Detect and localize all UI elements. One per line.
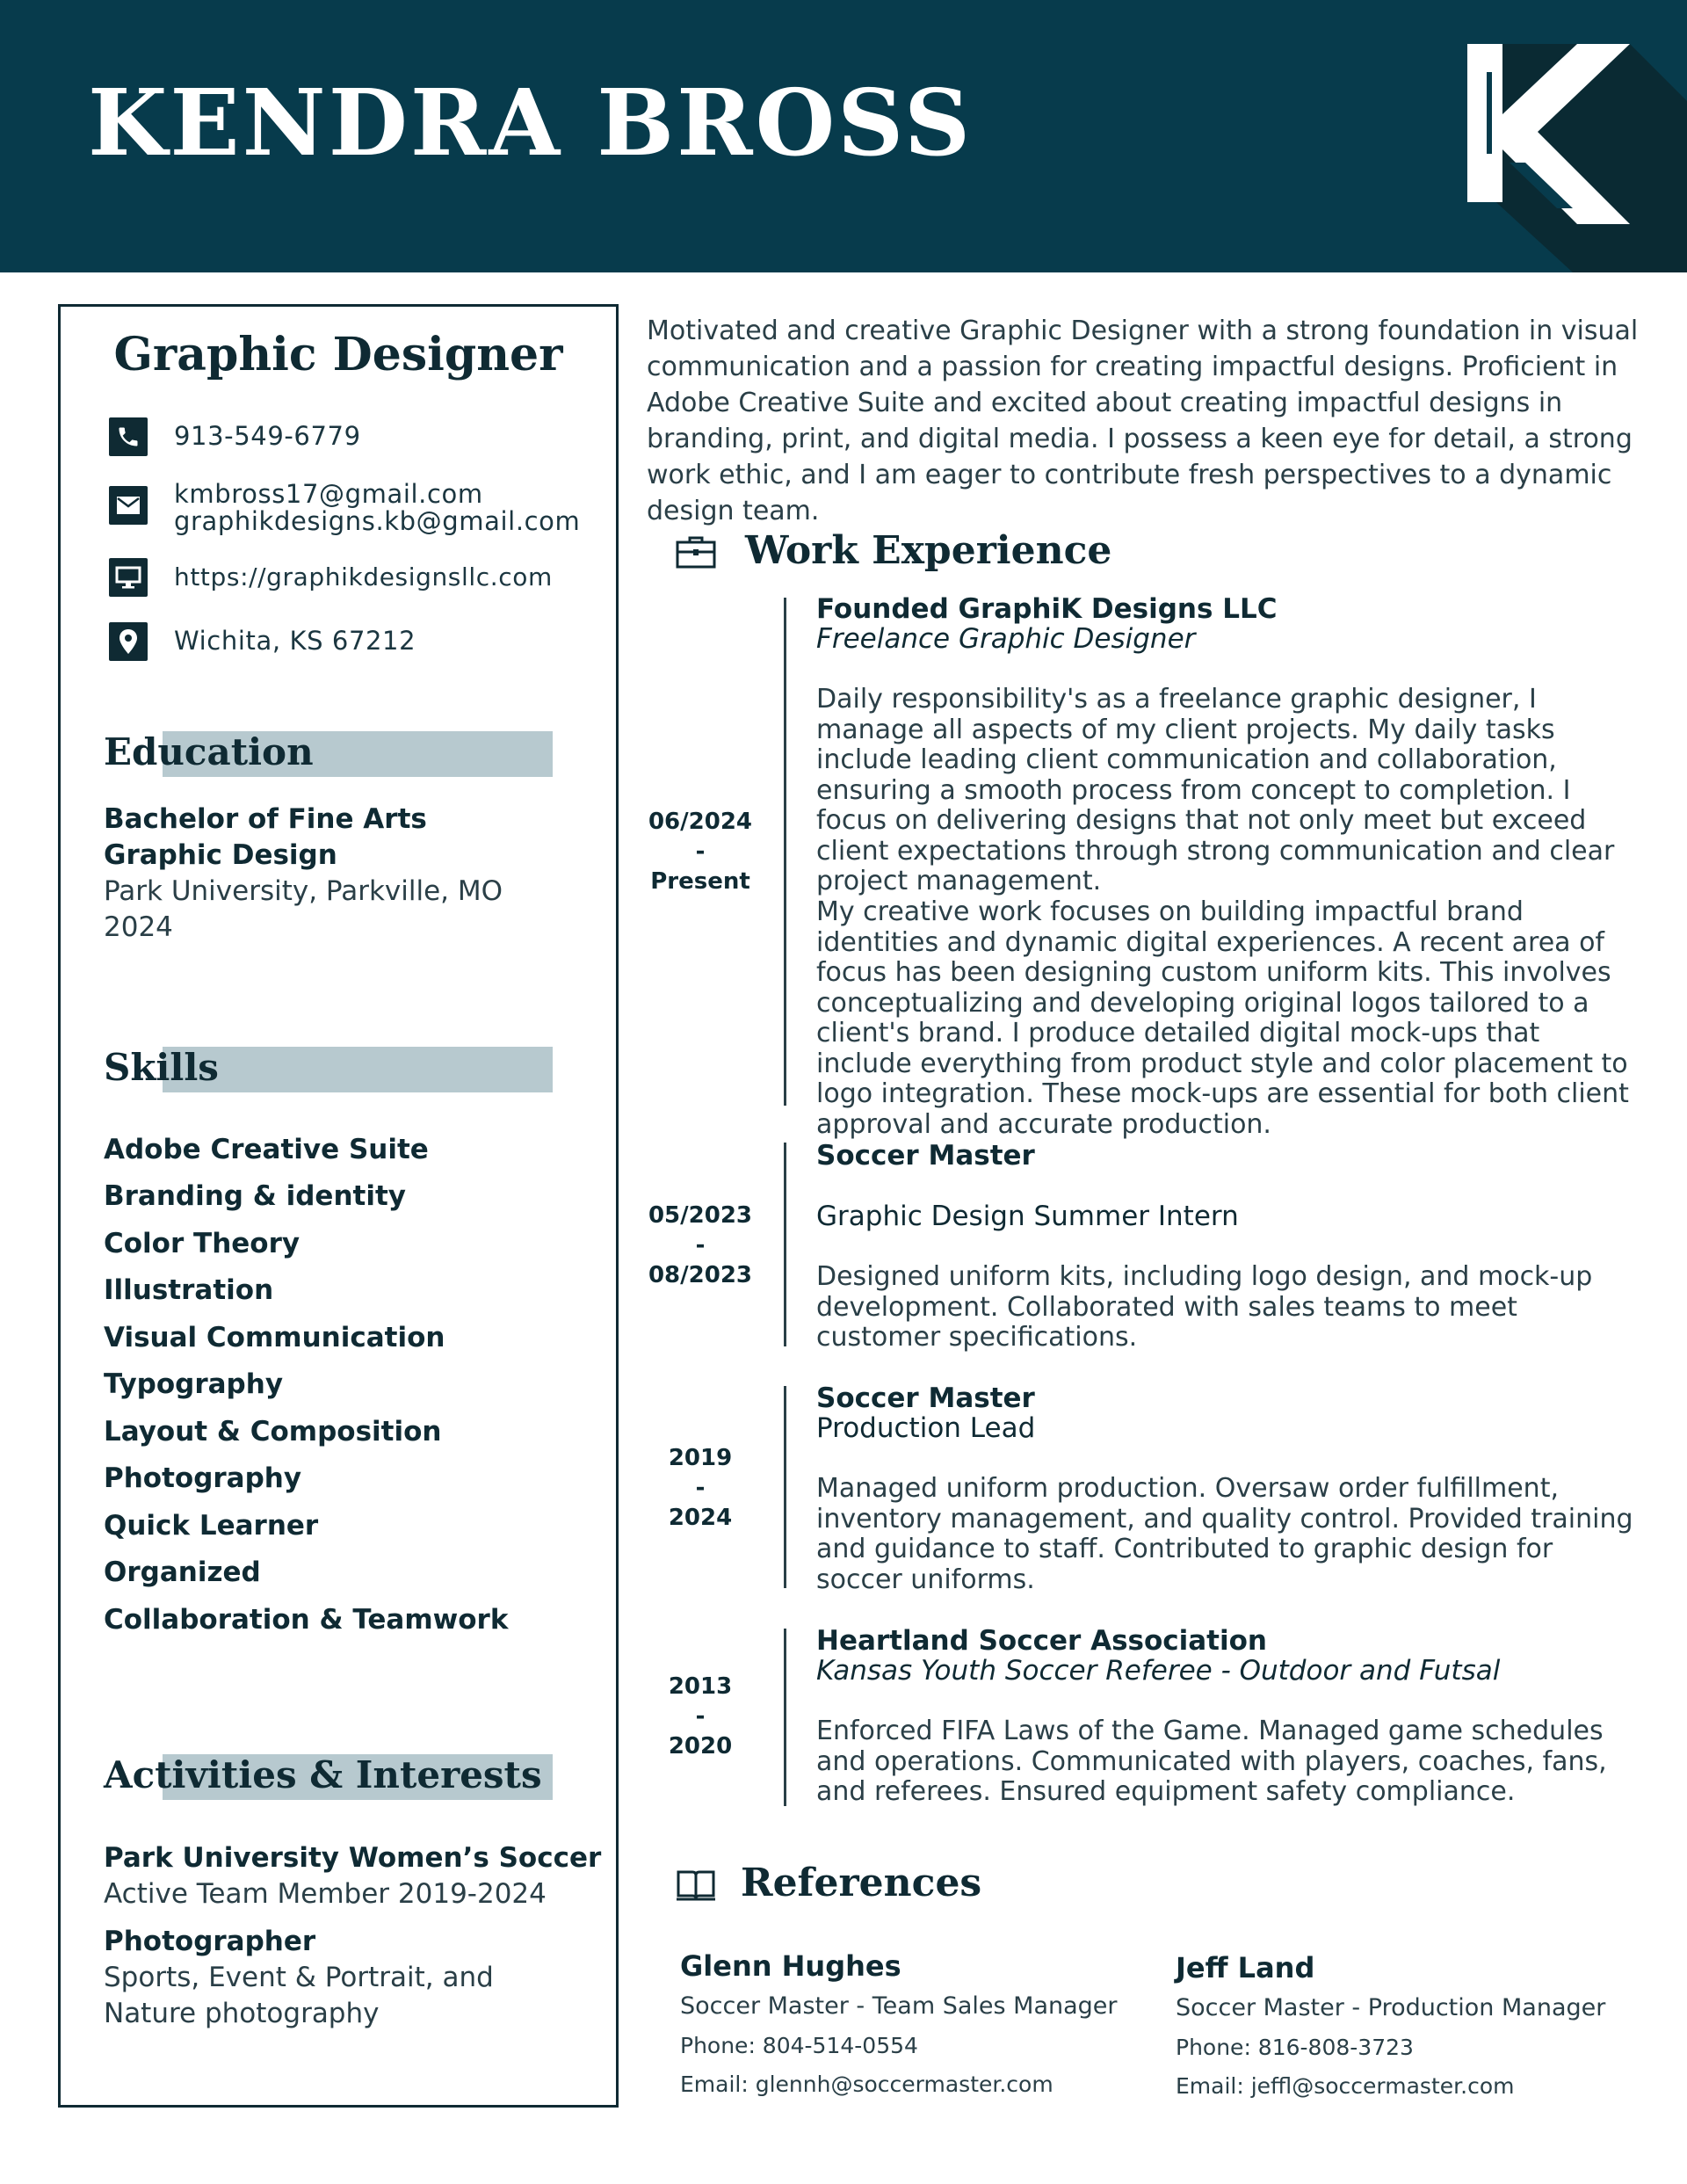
- job-date-end: 08/2023: [648, 1262, 753, 1288]
- phone-number[interactable]: 913-549-6779: [174, 421, 361, 451]
- skills-heading: Skills: [104, 1046, 219, 1089]
- job-date-separator: -: [695, 838, 706, 865]
- job-description: Daily responsibility's as a freelance graphic designer, I manage all aspects of my client projects. My daily tasks include leading client communication and collaboration, ensuring a smooth process from concept to completion. I focus on delivering designs that not only meet but exceed client expectations through strong communication and clear project management.: [816, 684, 1615, 896]
- activity-detail: Sports, Event & Portrait, and: [104, 1962, 494, 1993]
- job-date-start: 06/2024: [648, 809, 753, 835]
- references-heading: References: [741, 1861, 982, 1905]
- job-role: Production Lead: [816, 1412, 1036, 1444]
- k-monogram-logo: [1441, 0, 1687, 272]
- activity-name: Photographer: [104, 1926, 316, 1957]
- job-date-separator: -: [695, 1475, 706, 1501]
- candidate-name: KENDRA BROSS: [88, 69, 974, 177]
- reference-title: Soccer Master - Production Manager: [1176, 1994, 1606, 2021]
- job-date-end: 2020: [668, 1733, 733, 1760]
- job-date-end: Present: [650, 868, 750, 895]
- email-icon: [109, 486, 148, 525]
- activity-detail: Active Team Member 2019-2024: [104, 1878, 547, 1910]
- reference-name: Glenn Hughes: [680, 1949, 901, 1983]
- activity-detail: Nature photography: [104, 1998, 380, 2029]
- profile-summary: Motivated and creative Graphic Designer with a strong foundation in visual communication and a passion for creating impactful designs. Proficient in Adobe Creative Suite and excited about creating impactful designs in branding, print, and digital media. I possess a keen eye for detail, a strong work ethic, and I am eager to contribute fresh perspectives to a dynamic design team.: [647, 316, 1639, 526]
- skill-item: Visual Communication: [104, 1322, 445, 1353]
- job-date-start: 2013: [668, 1673, 733, 1700]
- job-role: Graphic Design Summer Intern: [816, 1201, 1239, 1232]
- job-date-start: 2019: [668, 1445, 733, 1471]
- reference-email[interactable]: Email: jeffl@soccermaster.com: [1176, 2073, 1515, 2099]
- reference-phone[interactable]: Phone: 816-808-3723: [1176, 2035, 1414, 2060]
- skill-item: Quick Learner: [104, 1510, 319, 1542]
- skill-item: Collaboration & Teamwork: [104, 1604, 509, 1636]
- job-title: Graphic Designer: [113, 328, 563, 381]
- job-company: Heartland Soccer Association: [816, 1625, 1267, 1657]
- job-company: Founded GraphiK Designs LLC: [816, 593, 1278, 625]
- job-date-end: 2024: [668, 1505, 733, 1531]
- job-date-separator: -: [695, 1232, 706, 1259]
- job-description: Managed uniform production. Oversaw order fulfillment, inventory management, and quality control. Provided training and guidance to staff. Contributed to graphic design for soccer uniforms.: [816, 1473, 1633, 1595]
- education-school: Park University, Parkville, MO: [104, 875, 503, 907]
- reference-name: Jeff Land: [1176, 1951, 1315, 1984]
- timeline-line: [784, 1386, 786, 1588]
- website-link[interactable]: https://graphikdesignsllc.com: [174, 562, 553, 591]
- job-description: Enforced FIFA Laws of the Game. Managed game schedules and operations. Communicated with players, coaches, fans, and referees. Ensured equipment safety compliance.: [816, 1716, 1607, 1807]
- job-description: Designed uniform kits, including logo design, and mock-up development. Collaborated with sales teams to meet customer specifications.: [816, 1261, 1593, 1353]
- education-major: Graphic Design: [104, 839, 337, 871]
- work-experience-heading: Work Experience: [745, 528, 1112, 573]
- job-role: Freelance Graphic Designer: [816, 623, 1196, 655]
- skill-item: Typography: [104, 1368, 284, 1400]
- education-degree: Bachelor of Fine Arts: [104, 803, 427, 835]
- skill-item: Layout & Composition: [104, 1416, 442, 1448]
- job-date-start: 05/2023: [648, 1202, 753, 1229]
- open-book-icon: [675, 1868, 717, 1902]
- job-description: My creative work focuses on building impactful brand identities and dynamic digital experiences. A recent area of focus has been designing custom uniform kits. This involves conceptualizing and developing original logos tailored to a client's brand. I produce detailed digital mock-ups that include everything from product style and color placement to logo integration. These mock-ups are essential for both client approval and accurate production.: [816, 896, 1629, 1140]
- location-text: Wichita, KS 67212: [174, 626, 416, 656]
- reference-title: Soccer Master - Team Sales Manager: [680, 1992, 1118, 2020]
- job-role: Kansas Youth Soccer Referee - Outdoor and Futsal: [816, 1655, 1501, 1687]
- skill-item: Branding & identity: [104, 1180, 406, 1212]
- job-company: Soccer Master: [816, 1382, 1035, 1414]
- header-banner: [0, 0, 1687, 272]
- reference-email[interactable]: Email: glennh@soccermaster.com: [680, 2072, 1053, 2097]
- job-date-separator: -: [695, 1703, 706, 1730]
- monitor-icon: [109, 558, 148, 597]
- timeline-line: [784, 1629, 786, 1806]
- job-company: Soccer Master: [816, 1140, 1035, 1172]
- education-year: 2024: [104, 911, 173, 943]
- activities-heading: Activities & Interests: [104, 1753, 542, 1796]
- skills-heading-bar: [163, 1047, 553, 1092]
- skill-item: Adobe Creative Suite: [104, 1134, 429, 1165]
- briefcase-icon: [675, 534, 717, 570]
- skill-item: Illustration: [104, 1274, 274, 1306]
- education-heading: Education: [104, 730, 314, 773]
- timeline-line: [784, 1143, 786, 1346]
- email-primary[interactable]: kmbross17@gmail.com: [174, 479, 483, 509]
- activity-name: Park University Women’s Soccer: [104, 1842, 602, 1874]
- skill-item: Photography: [104, 1462, 302, 1494]
- email-secondary[interactable]: graphikdesigns.kb@gmail.com: [174, 506, 581, 536]
- sidebar-panel: [58, 304, 619, 2108]
- timeline-line: [784, 598, 786, 1106]
- skill-item: Color Theory: [104, 1228, 300, 1259]
- reference-phone[interactable]: Phone: 804-514-0554: [680, 2033, 918, 2058]
- location-pin-icon: [109, 622, 148, 661]
- skill-item: Organized: [104, 1556, 261, 1588]
- phone-icon: [109, 417, 148, 456]
